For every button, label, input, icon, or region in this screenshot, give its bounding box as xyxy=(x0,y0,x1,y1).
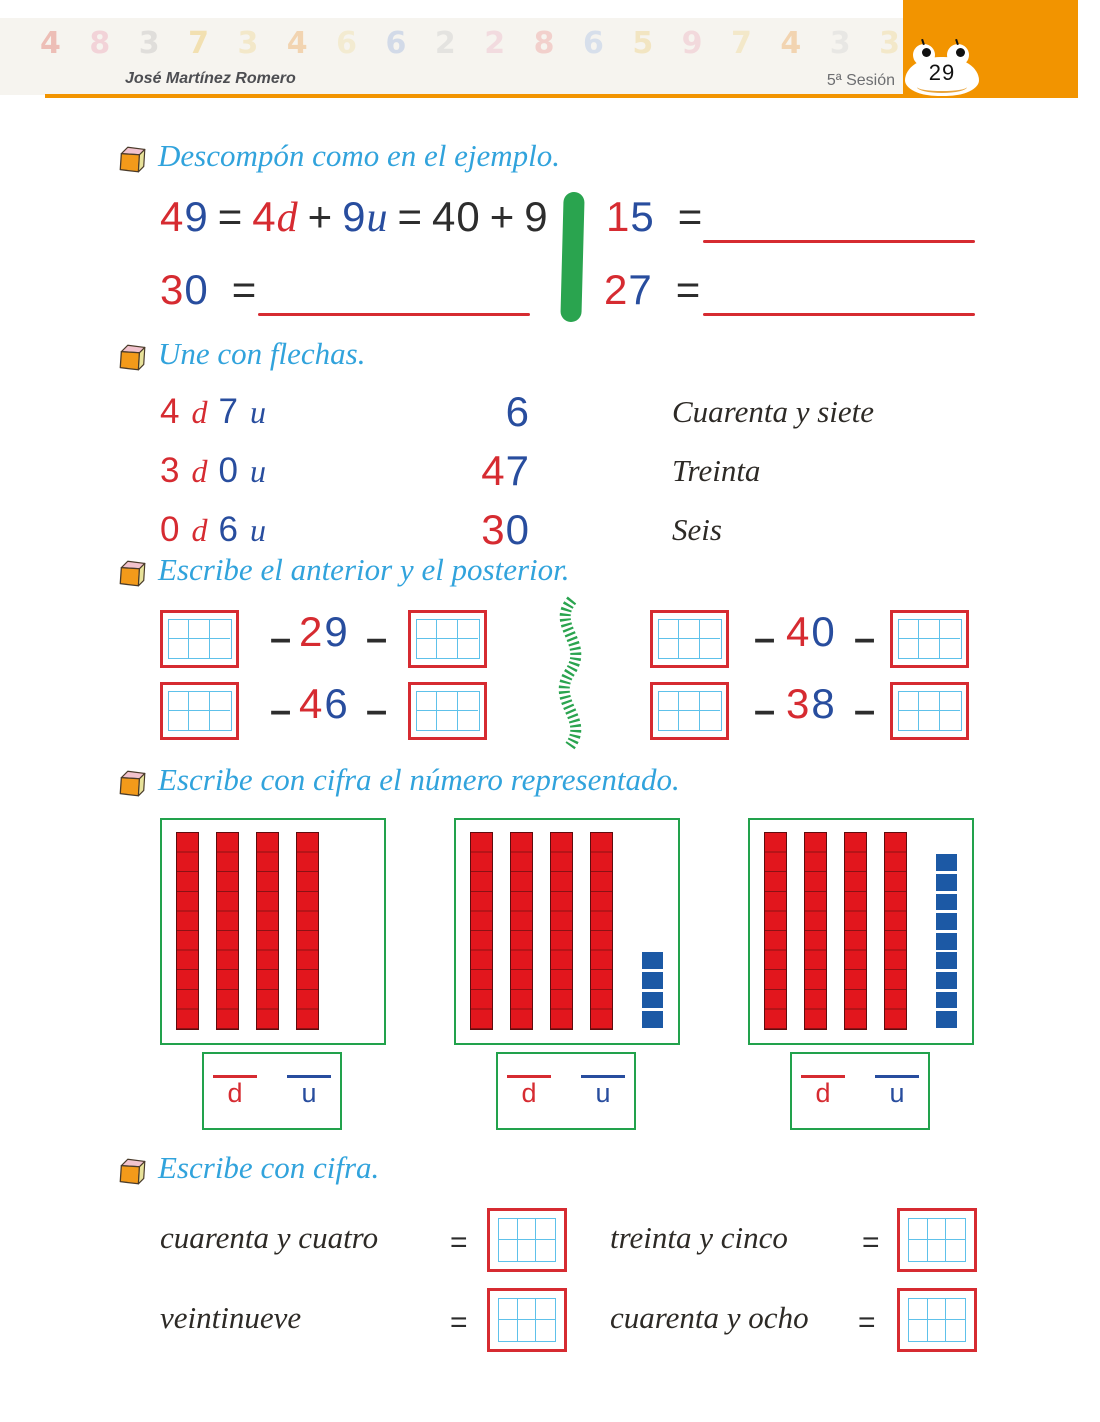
equals-sign: = xyxy=(675,266,702,313)
number-grid-box[interactable] xyxy=(487,1288,567,1352)
tens-rods xyxy=(471,833,612,1028)
equals-sign: = xyxy=(217,193,244,240)
tens-letter: d xyxy=(227,1077,243,1108)
tens-rod xyxy=(471,833,492,1029)
grid-cell[interactable] xyxy=(169,692,190,711)
unit-cubes xyxy=(936,833,957,1028)
ex1-item-30 xyxy=(160,267,257,313)
grid-cell[interactable] xyxy=(437,639,458,658)
grid-cell[interactable] xyxy=(499,1240,518,1261)
grid-cell[interactable] xyxy=(946,1299,965,1320)
grid-cell[interactable] xyxy=(928,1320,947,1341)
plus-sign: + xyxy=(307,193,334,240)
grid-cell[interactable] xyxy=(700,692,721,711)
decorative-number: 7 xyxy=(731,26,752,61)
ex1-item-27 xyxy=(604,267,701,313)
grid-cell[interactable] xyxy=(189,692,210,711)
digit: 3 xyxy=(160,266,185,313)
grid-cell[interactable] xyxy=(499,1299,518,1320)
digit: 0 xyxy=(184,266,209,313)
tens-rod xyxy=(765,833,786,1029)
digit: 1 xyxy=(606,193,631,240)
grid-cell[interactable] xyxy=(700,711,721,730)
grid-cell[interactable] xyxy=(536,1299,555,1320)
units-letter: u xyxy=(301,1077,317,1108)
number-grid-box[interactable] xyxy=(890,682,969,740)
ex3-number: 40 xyxy=(786,608,837,655)
grid-cell[interactable] xyxy=(518,1240,537,1261)
exercise4-title: Escribe con cifra el número representado. xyxy=(158,762,680,797)
decorative-number: 4 xyxy=(286,26,308,61)
decorative-number: 7 xyxy=(188,26,209,61)
digit: 5 xyxy=(630,193,655,240)
grid-cell[interactable] xyxy=(189,711,210,730)
grid-cell[interactable] xyxy=(437,692,458,711)
number-grid-box[interactable] xyxy=(890,610,969,668)
digit: 2 xyxy=(604,266,629,313)
decorative-number: 6 xyxy=(385,26,407,61)
decorative-number: 2 xyxy=(484,26,506,61)
grid-cell[interactable] xyxy=(659,620,680,639)
decorative-number: 9 xyxy=(681,26,703,61)
number-grid-box[interactable] xyxy=(160,682,239,740)
grid-cell[interactable] xyxy=(700,639,721,658)
decorative-number: 3 xyxy=(829,26,851,61)
unit-cube xyxy=(936,854,957,871)
ex1-item-15 xyxy=(606,194,703,240)
dash: – xyxy=(270,690,292,732)
decorative-number: 3 xyxy=(237,26,259,61)
grid-cell[interactable] xyxy=(518,1299,537,1320)
tens-rod xyxy=(177,833,198,1029)
decorative-number: 8 xyxy=(89,26,111,61)
unit-cube xyxy=(936,874,957,891)
grid-cell[interactable] xyxy=(659,692,680,711)
grid-cell[interactable] xyxy=(899,692,920,711)
answer-line[interactable] xyxy=(703,313,975,316)
grid-cell[interactable] xyxy=(940,692,961,711)
answer-line[interactable] xyxy=(703,240,975,243)
ex2-middle-number[interactable]: 30 xyxy=(481,506,530,553)
number-grid-box[interactable] xyxy=(650,610,729,668)
dash: – xyxy=(754,618,776,660)
grid-cell[interactable] xyxy=(210,711,231,730)
du-answer-box[interactable] xyxy=(790,1052,930,1130)
unit-cube xyxy=(642,1011,663,1028)
tens-rod xyxy=(257,833,278,1029)
dash: – xyxy=(854,618,876,660)
units-letter: u xyxy=(366,195,389,241)
decorative-number: 8 xyxy=(533,26,555,61)
tens-letter: d xyxy=(815,1077,831,1108)
ex2-middle-number[interactable]: 47 xyxy=(481,447,530,494)
grid-cell[interactable] xyxy=(169,711,190,730)
grid-cell[interactable] xyxy=(940,620,961,639)
grid-cell[interactable] xyxy=(417,620,438,639)
digit: 6 xyxy=(218,509,239,549)
grid-cell[interactable] xyxy=(458,620,479,639)
ex2-match-table xyxy=(160,388,950,554)
grid-cell[interactable] xyxy=(928,1299,947,1320)
number-grid-box[interactable] xyxy=(408,610,487,668)
ex5-word: cuarenta y cuatro xyxy=(160,1220,379,1255)
grid-cell[interactable] xyxy=(499,1219,518,1240)
ex2-left-item[interactable] xyxy=(160,393,430,432)
unit-cube xyxy=(642,952,663,969)
grid-cell[interactable] xyxy=(909,1320,928,1341)
grid-cell[interactable] xyxy=(518,1320,537,1341)
grid-cell[interactable] xyxy=(169,639,190,658)
grid-cell[interactable] xyxy=(899,620,920,639)
decorative-number: 6 xyxy=(582,26,604,61)
decorative-number: 5 xyxy=(632,26,654,61)
grid-cell[interactable] xyxy=(536,1320,555,1341)
cube-bullet-icon xyxy=(116,1156,148,1186)
decorative-number: 3 xyxy=(879,26,900,61)
plus-sign: + xyxy=(489,193,516,240)
session-label: 5ª Sesión xyxy=(826,72,895,89)
grid-cell[interactable] xyxy=(536,1240,555,1261)
unit-cube xyxy=(936,1011,957,1028)
tens-letter: d xyxy=(191,452,208,489)
author-name: José Martínez Romero xyxy=(125,70,296,87)
dash: – xyxy=(270,618,292,660)
decorative-numbers xyxy=(40,26,900,61)
digit: 7 xyxy=(628,266,653,313)
tens-rod xyxy=(591,833,612,1029)
tens-rod xyxy=(805,833,826,1029)
grid-cell[interactable] xyxy=(700,620,721,639)
grid-cell[interactable] xyxy=(659,639,680,658)
decorative-number: 4 xyxy=(40,26,61,61)
number-grid-box[interactable] xyxy=(650,682,729,740)
grid-cell[interactable] xyxy=(940,711,961,730)
ex1-example-row xyxy=(160,194,549,241)
grid-cell[interactable] xyxy=(189,620,210,639)
cube-bullet-icon xyxy=(116,768,148,798)
decorative-number: 4 xyxy=(780,26,802,61)
units-letter: u xyxy=(249,511,266,548)
tens-letter: d xyxy=(276,195,299,241)
grid-cell[interactable] xyxy=(437,711,458,730)
ex5-word: cuarenta y ocho xyxy=(610,1300,809,1335)
exercise1-title: Descompón como en el ejemplo. xyxy=(158,138,561,173)
number-grid-box[interactable] xyxy=(897,1288,977,1352)
grid-cell[interactable] xyxy=(679,620,700,639)
grid-cell[interactable] xyxy=(946,1320,965,1341)
digit: 0 xyxy=(218,450,239,490)
unit-cube xyxy=(936,933,957,950)
tens-rod xyxy=(217,833,238,1029)
ex5-word: veintinueve xyxy=(160,1300,302,1335)
base-ten-panel xyxy=(454,818,680,1045)
digit: 4 xyxy=(252,193,277,240)
tens-rod xyxy=(845,833,866,1029)
digit: 3 xyxy=(160,450,181,490)
equals-sign: = xyxy=(397,193,424,240)
dash: – xyxy=(754,690,776,732)
grid-cell[interactable] xyxy=(417,639,438,658)
tens-rods xyxy=(765,833,906,1028)
unit-cubes xyxy=(642,833,663,1028)
exercise3-title: Escribe el anterior y el posterior. xyxy=(158,552,570,587)
grid-cell[interactable] xyxy=(919,620,940,639)
grid-cell[interactable] xyxy=(946,1219,965,1240)
ex3-number: 29 xyxy=(299,608,350,655)
number-grid-box[interactable] xyxy=(160,610,239,668)
digit: 9 xyxy=(184,193,209,240)
frog-page-badge xyxy=(905,44,979,96)
decorative-number: 6 xyxy=(336,26,358,61)
number-grid-box[interactable] xyxy=(487,1208,567,1272)
unit-cube xyxy=(936,992,957,1009)
grid-cell[interactable] xyxy=(518,1219,537,1240)
cube-bullet-icon xyxy=(116,144,148,174)
green-squiggle-divider xyxy=(538,594,602,754)
digit: 0 xyxy=(160,509,181,549)
grid-cell[interactable] xyxy=(458,692,479,711)
grid-cell[interactable] xyxy=(919,692,940,711)
grid-cell[interactable] xyxy=(679,711,700,730)
grid-cell[interactable] xyxy=(909,1219,928,1240)
grid-cell[interactable] xyxy=(679,639,700,658)
tens-rod xyxy=(297,833,318,1029)
cube-bullet-icon xyxy=(116,558,148,588)
dash: – xyxy=(854,690,876,732)
grid-cell[interactable] xyxy=(909,1240,928,1261)
grid-cell[interactable] xyxy=(946,1240,965,1261)
grid-cell[interactable] xyxy=(437,620,458,639)
equals-sign: = xyxy=(677,193,704,240)
ex2-left-item[interactable] xyxy=(160,452,430,491)
digit: 4 xyxy=(160,391,181,431)
grid-cell[interactable] xyxy=(417,711,438,730)
grid-cell[interactable] xyxy=(210,639,231,658)
grid-cell[interactable] xyxy=(659,711,680,730)
grid-cell[interactable] xyxy=(189,639,210,658)
grid-cell[interactable] xyxy=(679,692,700,711)
units-letter: u xyxy=(889,1077,905,1108)
decorative-number: 2 xyxy=(434,26,456,61)
ex2-left-item[interactable] xyxy=(160,511,430,550)
number-grid-box[interactable] xyxy=(897,1208,977,1272)
digit: 9 xyxy=(342,193,367,240)
ex2-word[interactable]: Cuarenta y siete xyxy=(672,394,875,429)
ex5-word: treinta y cinco xyxy=(610,1220,788,1255)
base-ten-panel xyxy=(748,818,974,1045)
base-ten-panel xyxy=(160,818,386,1045)
equals-sign: = xyxy=(231,266,258,313)
green-divider-bar xyxy=(560,192,584,323)
exercise2-title: Une con flechas. xyxy=(158,336,366,371)
grid-cell[interactable] xyxy=(899,711,920,730)
tens-rods xyxy=(177,833,318,1028)
tens-rod xyxy=(885,833,906,1029)
equals-sign: = xyxy=(450,1226,468,1259)
grid-cell[interactable] xyxy=(919,711,940,730)
dash: – xyxy=(366,690,388,732)
expanded-units: 9 xyxy=(524,193,549,240)
tens-rod xyxy=(511,833,532,1029)
grid-cell[interactable] xyxy=(417,692,438,711)
grid-cell[interactable] xyxy=(909,1299,928,1320)
tens-letter: d xyxy=(191,393,208,430)
unit-cube xyxy=(642,992,663,1009)
digit: 7 xyxy=(218,391,239,431)
tens-rod xyxy=(551,833,572,1029)
grid-cell[interactable] xyxy=(940,639,961,658)
tens-letter: d xyxy=(521,1077,537,1108)
unit-cube xyxy=(936,952,957,969)
grid-cell[interactable] xyxy=(499,1320,518,1341)
grid-cell[interactable] xyxy=(169,620,190,639)
ex3-number: 38 xyxy=(786,680,837,727)
equals-sign: = xyxy=(450,1306,468,1339)
grid-cell[interactable] xyxy=(458,639,479,658)
number-grid-box[interactable] xyxy=(408,682,487,740)
units-letter: u xyxy=(595,1077,611,1108)
unit-cube xyxy=(936,913,957,930)
digit: 4 xyxy=(160,193,185,240)
grid-cell[interactable] xyxy=(210,620,231,639)
du-answer-box[interactable] xyxy=(202,1052,342,1130)
ex2-word[interactable]: Seis xyxy=(672,512,722,547)
tens-letter: d xyxy=(191,511,208,548)
answer-line[interactable] xyxy=(258,313,530,316)
decorative-number: 3 xyxy=(138,26,160,61)
page-number: 29 xyxy=(928,60,956,85)
unit-cube xyxy=(642,972,663,989)
ex2-word[interactable]: Treinta xyxy=(672,453,761,488)
grid-cell[interactable] xyxy=(458,711,479,730)
units-letter: u xyxy=(249,393,266,430)
equals-sign: = xyxy=(858,1306,876,1339)
exercise5-title: Escribe con cifra. xyxy=(158,1150,380,1185)
du-answer-box[interactable] xyxy=(496,1052,636,1130)
grid-cell[interactable] xyxy=(919,639,940,658)
cube-bullet-icon xyxy=(116,342,148,372)
grid-cell[interactable] xyxy=(899,639,920,658)
units-letter: u xyxy=(249,452,266,489)
dash: – xyxy=(366,618,388,660)
ex2-middle-number[interactable]: 6 xyxy=(505,388,530,435)
grid-cell[interactable] xyxy=(210,692,231,711)
equals-sign: = xyxy=(862,1226,880,1259)
grid-cell[interactable] xyxy=(928,1240,947,1261)
unit-cube xyxy=(936,894,957,911)
unit-cube xyxy=(936,972,957,989)
grid-cell[interactable] xyxy=(536,1219,555,1240)
grid-cell[interactable] xyxy=(928,1219,947,1240)
expanded-tens: 40 xyxy=(432,193,481,240)
ex3-number: 46 xyxy=(299,680,350,727)
